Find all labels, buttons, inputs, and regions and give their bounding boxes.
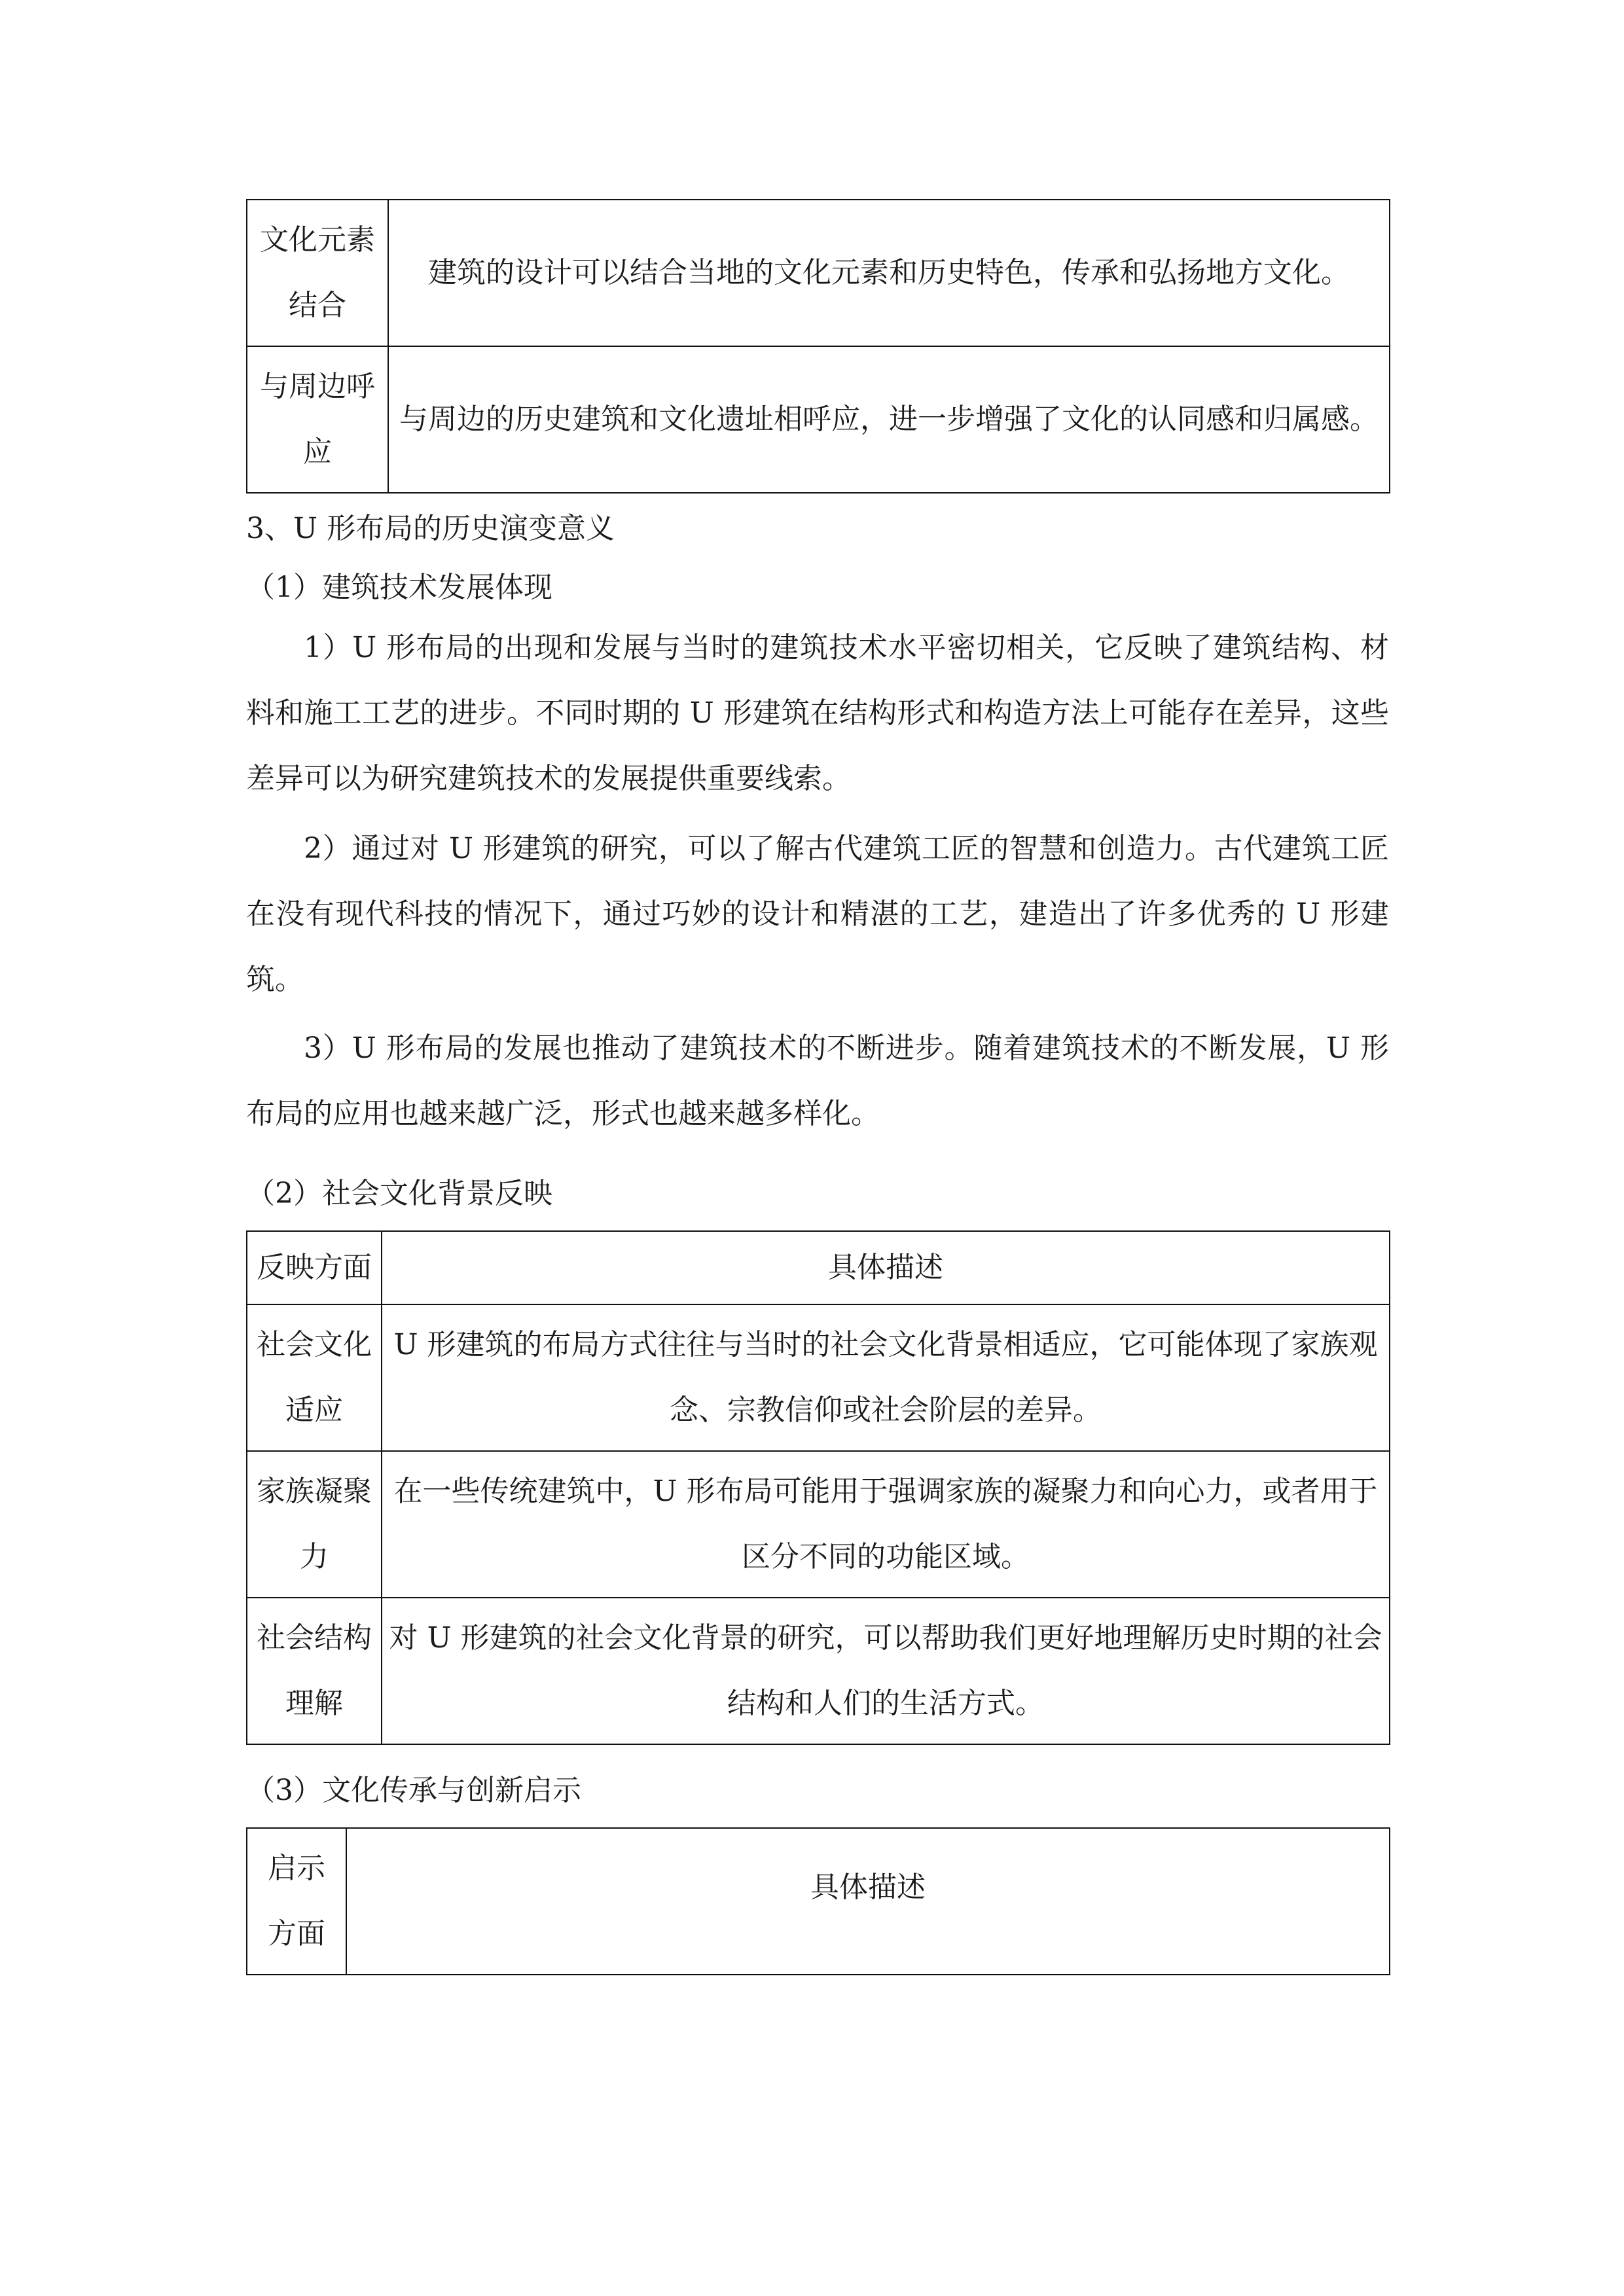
paragraph: 1）U 形布局的出现和发展与当时的建筑技术水平密切相关，它反映了建筑结构、材料和施工工艺的进步。不同时期的 U 形建筑在结构形式和构造方法上可能存在差异，这些差异可以为研究建筑技术的发展提供重要线索。 — [246, 631, 1389, 795]
table-cell-description: 对 U 形建筑的社会文化背景的研究，可以帮助我们更好地理解历史时期的社会结构和人们的生活方式。 — [382, 1598, 1390, 1744]
table-header-aspect: 启示方面 — [247, 1828, 346, 1975]
table-header-row — [247, 1231, 1390, 1304]
table-cell-description: 与周边的历史建筑和文化遗址相呼应，进一步增强了文化的认同感和归属感。 — [388, 346, 1390, 493]
table-row — [247, 346, 1390, 493]
table-row — [247, 200, 1390, 346]
table-cell-aspect: 文化元素结合 — [247, 200, 388, 346]
table-header-description: 具体描述 — [346, 1828, 1390, 1975]
section-heading: 3、U 形布局的历史演变意义 — [246, 512, 615, 545]
table-cell-description: 建筑的设计可以结合当地的文化元素和历史特色，传承和弘扬地方文化。 — [388, 200, 1390, 346]
table-cell-description: U 形建筑的布局方式往往与当时的社会文化背景相适应，它可能体现了家族观念、宗教信仰或社会阶层的差异。 — [382, 1304, 1390, 1451]
table-row — [247, 1304, 1390, 1451]
subsection-heading: （2）社会文化背景反映 — [246, 1177, 552, 1210]
subsection-heading: （3）文化传承与创新启示 — [246, 1774, 581, 1807]
table-header-aspect: 反映方面 — [247, 1231, 382, 1304]
culture-table — [246, 199, 1390, 493]
paragraph: 3）U 形布局的发展也推动了建筑技术的不断进步。随着建筑技术的不断发展，U 形布局的应用也越来越广泛，形式也越来越多样化。 — [246, 1031, 1389, 1130]
table-cell-aspect: 家族凝聚力 — [247, 1451, 382, 1598]
table-cell-description: 在一些传统建筑中，U 形布局可能用于强调家族的凝聚力和向心力，或者用于区分不同的功能区域。 — [382, 1451, 1390, 1598]
social-culture-table — [246, 1230, 1390, 1745]
table-cell-aspect: 与周边呼应 — [247, 346, 388, 493]
table-header-description: 具体描述 — [382, 1231, 1390, 1304]
table-cell-aspect: 社会结构理解 — [247, 1598, 382, 1744]
table-header-row — [247, 1828, 1390, 1975]
table-row — [247, 1451, 1390, 1598]
subsection-heading: （1）建筑技术发展体现 — [246, 571, 552, 604]
table-row — [247, 1598, 1390, 1744]
table-cell-aspect: 社会文化适应 — [247, 1304, 382, 1451]
inheritance-table — [246, 1827, 1390, 1975]
paragraph: 2）通过对 U 形建筑的研究，可以了解古代建筑工匠的智慧和创造力。古代建筑工匠在没有现代科技的情况下，通过巧妙的设计和精湛的工艺，建造出了许多优秀的 U 形建筑。 — [246, 832, 1389, 996]
